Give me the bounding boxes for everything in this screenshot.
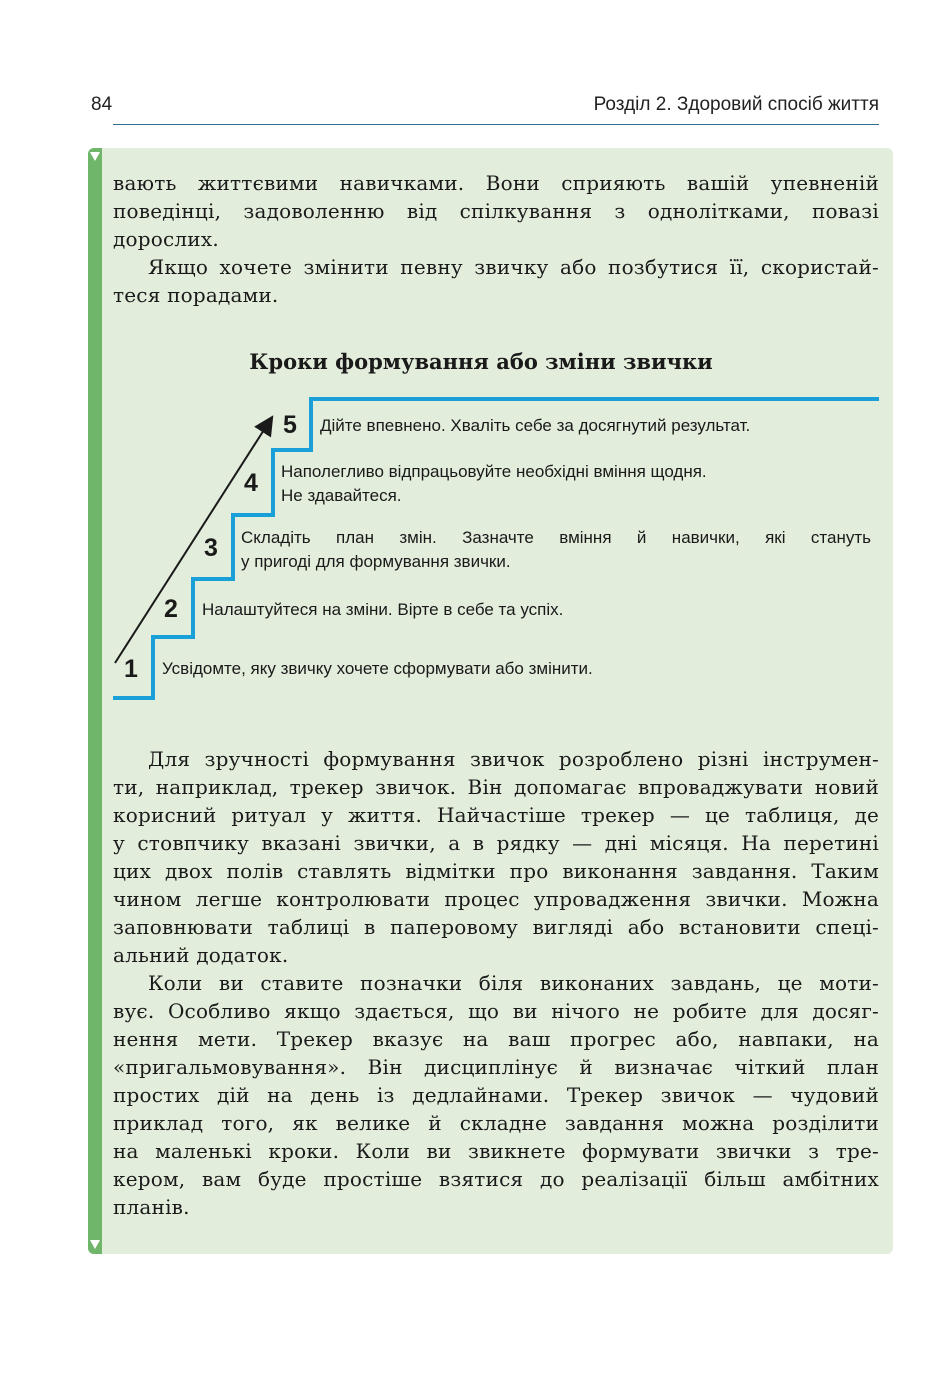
text-line: простих дій на день із дедлайнами. Трекер звичок — чудовий [113, 1083, 879, 1107]
step-4-text-line1: Наполегливо відпрацьовуйте необхідні вміння щодня. [281, 462, 707, 481]
text-line: планів. [113, 1195, 190, 1219]
text-line: корисний ритуал у життя. Найчастіше трекер — це таблиця, де [113, 803, 879, 827]
text-line: дорослих. [113, 227, 219, 251]
diagram-title: Кроки формування або зміни звички [249, 349, 713, 374]
text-line: у стовпчику вказані звички, а в рядку — дні місяця. На перетині [113, 831, 879, 855]
step-3-text-line1: Складіть план змін. Зазначте вміння й навички, які стануть [241, 528, 871, 547]
text-line: поведінці, задоволенню від спілкування з однолітками, повазі [113, 199, 879, 223]
text-line: на маленькі кроки. Коли ви звикнете формувати звички з тре- [113, 1139, 879, 1163]
text-line: Якщо хочете змінити певну звичку або позбутися її, скористай- [148, 255, 879, 279]
text-line: ти, наприклад, трекер звичок. Він допомагає впроваджувати новий [113, 775, 879, 799]
text-line: заповнювати таблиці в паперовому вигляді або встановити спеці- [113, 915, 879, 939]
step-2-text: Налаштуйтеся на зміни. Вірте в себе та успіх. [202, 600, 564, 619]
text-line: вають життєвими навичками. Вони сприяють вашій упевненій [113, 171, 879, 195]
step-1-number: 1 [124, 655, 138, 683]
text-line: теся порадами. [113, 283, 279, 307]
text-line: вує. Особливо якщо здається, що ви нічого не робите для досяг- [113, 999, 879, 1023]
step-5-number: 5 [283, 411, 297, 439]
step-3-text-line2: у пригоді для формування звички. [241, 552, 511, 571]
text-line: цих двох полів ставлять відмітки про виконання завдання. Таким [113, 859, 879, 883]
text-line: чином легше контролювати процес упровадження звички. Можна [113, 887, 879, 911]
text-line: нення мети. Трекер вказує на ваш прогрес або, навпаки, на [113, 1027, 879, 1051]
text-line: Коли ви ставите позначки біля виконаних завдань, це моти- [148, 971, 879, 995]
text-line: кером, вам буде простіше взятися до реалізації більш амбітних [113, 1167, 879, 1191]
step-1-text: Усвідомте, яку звичку хочете сформувати або змінити. [162, 659, 593, 678]
step-4-number: 4 [244, 469, 258, 497]
text-line: Для зручності формування звичок розроблено різні інструмен- [148, 747, 879, 771]
page-number: 84 [91, 94, 113, 115]
text-line: альний додаток. [113, 943, 289, 967]
step-3-number: 3 [204, 534, 218, 562]
step-4-text-line2: Не здавайтеся. [281, 486, 402, 505]
text-line: «пригальмовування». Він дисциплінує й визначає чіткий план [113, 1055, 879, 1079]
text-line: приклад того, як велике й складне завдання можна розділити [113, 1111, 879, 1135]
step-5-text: Дійте впевнено. Хваліть себе за досягнутий результат. [320, 416, 751, 435]
step-2-number: 2 [164, 595, 178, 623]
chapter-title: Розділ 2. Здоровий спосіб життя [593, 94, 879, 115]
